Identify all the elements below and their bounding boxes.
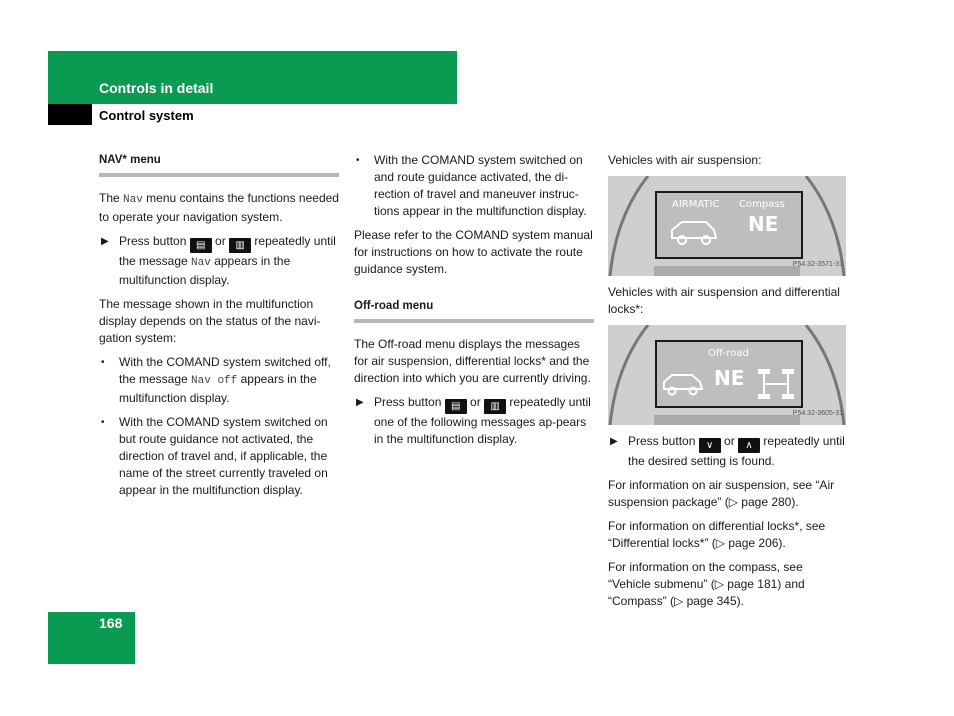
column-1 — [99, 152, 339, 506]
section-title: Controls in detail — [99, 80, 214, 96]
bullet-icon: • — [356, 155, 360, 166]
differential-lock-icon — [754, 367, 798, 401]
vehicle-icon — [668, 216, 720, 246]
column-3 — [608, 152, 848, 617]
step-marker-icon: ▶ — [610, 436, 618, 447]
offroad-menu-heading: Off-road menu — [354, 298, 594, 323]
nav-step: ▶ Press button ▤ or ▥ repeatedly until the message Nav appears in the multifunction display. — [101, 234, 336, 287]
nav-menu-heading: NAV* menu — [99, 152, 339, 177]
offroad-intro: The Off-road menu displays the messages for air suspension, differential locks* and the direction into which you are currently driving. — [354, 337, 591, 385]
prev-button-icon: ▤ — [190, 238, 212, 253]
airmatic-label: AIRMATIC — [672, 199, 720, 210]
image-code: P54.32-3605-31 — [792, 410, 843, 417]
step-marker-icon: ▶ — [101, 236, 109, 247]
air-suspension-label: Vehicles with air suspension: — [608, 153, 762, 167]
subsection-title: Control system — [99, 108, 194, 123]
compass-label: Compass — [739, 199, 785, 210]
offroad-label: Off-road — [708, 348, 749, 359]
next-button-icon: ▥ — [484, 399, 506, 414]
nav-bullet-on-no-guidance: • With the COMAND system switched on but route guidance not activated, the direction of travel and, if applicable, the name of the street currently traveled on appear in the multifunction display. — [101, 415, 328, 497]
nav-bullet-off: • With the COMAND system switched off, the message Nav off appears in the multifunction display. — [101, 355, 331, 405]
page-number: 168 — [99, 615, 123, 631]
step-marker-icon: ▶ — [356, 397, 364, 408]
image-code: P54.32-3571-31 — [792, 261, 843, 268]
header-green-bar — [48, 51, 457, 104]
prev-button-icon: ▤ — [445, 399, 467, 414]
nav-intro: The Nav menu contains the functions needed to operate your navigation system. — [99, 191, 339, 224]
comand-reference: Please refer to the COMAND system manual for instructions on how to activate the route guidance system. — [354, 228, 593, 276]
nav-status-text: The message shown in the multifunction display depends on the status of the navi-gation system: — [99, 297, 321, 345]
vehicle-icon — [660, 369, 706, 397]
display-offroad-image — [608, 325, 846, 425]
next-button-icon: ▥ — [229, 238, 251, 253]
air-suspension-diff-label: Vehicles with air suspension and differential locks*: — [608, 285, 840, 316]
up-button-icon: ∧ — [738, 438, 760, 453]
header-black-tab — [48, 104, 92, 125]
offroad-select-step: ▶ Press button ∨ or ∧ repeatedly until the desired setting is found. — [610, 434, 845, 468]
compass-reference: For information on the compass, see “Vehicle submenu” (▷ page 181) and “Compass” (▷ page 345). — [608, 560, 805, 608]
differential-locks-reference: For information on differential locks*, see “Differential locks*” (▷ page 206). — [608, 519, 826, 550]
display-airmatic-image — [608, 176, 846, 276]
column-2 — [354, 152, 594, 455]
nav-code: Nav — [123, 194, 143, 206]
bullet-icon: • — [101, 357, 105, 368]
air-suspension-reference: For information on air suspension, see “Air suspension package” (▷ page 280). — [608, 478, 835, 509]
offroad-step: ▶ Press button ▤ or ▥ repeatedly until one of the following messages ap-pears in the multifunction display. — [356, 395, 591, 446]
nav-bullet-guidance: • With the COMAND system switched on and route guidance activated, the di-rection of travel and maneuver instruc-tions appear in the multifunction display. — [356, 153, 587, 218]
bullet-icon: • — [101, 417, 105, 428]
direction-value: NE — [714, 366, 745, 390]
direction-value: NE — [748, 212, 779, 236]
down-button-icon: ∨ — [699, 438, 721, 453]
